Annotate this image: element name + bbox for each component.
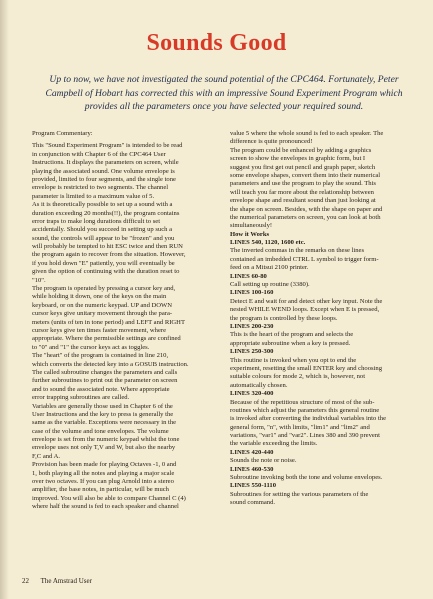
text-line: appropriate subroutine when a key is pressed.: [230, 339, 351, 347]
text-line: duration exceeding 20 months(!!), the program contains: [32, 209, 180, 217]
text-line: contained an imbedded CTRL L symbol to trigger form-: [230, 255, 379, 263]
text-line: Detect E and wait for and detect other key input. Note the: [230, 297, 383, 305]
text-line: amplifier, the base notes, in particular, will be much: [32, 486, 169, 494]
text-line: The "heart" of the program is contained in line 210,: [32, 352, 169, 360]
text-line: Sounds the note or noise.: [230, 457, 297, 465]
section-heading: LINES 100-160: [230, 289, 274, 297]
text-line: error traps to make long durations difficult to set: [32, 217, 161, 225]
text-line: 1, both playing all the notes and playing a major scale: [32, 469, 175, 477]
text-line: "10".: [32, 276, 46, 284]
section-heading: LINES 320-400: [230, 390, 274, 398]
text-line: the numerical parameters on screen, you can look at both: [230, 213, 381, 221]
text-line: sound, the controls will appear to be "frozen" and you: [32, 234, 175, 242]
text-line: error trapping subroutines are called.: [32, 394, 130, 402]
text-line: to "0" and "1" the cursor keys act as toggles.: [32, 343, 150, 351]
text-line: feed on a Mitsui 2100 printer.: [230, 264, 309, 272]
text-line: parameter is limited to a maximum value of 5.: [32, 192, 155, 200]
section-heading: LINES 540, 1120, 1600 etc.: [230, 239, 306, 247]
article-intro: [24, 73, 424, 114]
text-line: some envelope shapes, convert them into their numerical: [230, 171, 381, 179]
text-line: Provision has been made for playing Octaves -1, 0 and: [32, 461, 177, 469]
text-line: is invoked after converting the individual variables into the: [230, 415, 387, 423]
text-line: appropriate. Where the permissible settings are confined: [32, 335, 181, 343]
text-line: This "Sound Experiment Program" is intended to be read: [32, 142, 183, 150]
text-line: F,C and A.: [32, 452, 61, 460]
text-line: simultaneously!: [230, 222, 273, 230]
text-line: cursor keys give ten times faster movement, where: [32, 326, 167, 334]
intro-line: provides all the parameters once you have selected your required sound.: [84, 101, 364, 112]
text-line: over two octaves. If you can plug Arnold into a stereo: [32, 478, 174, 486]
text-line: further subroutines to print out the parameter on screen: [32, 377, 178, 385]
intro-line: Up to now, we have not investigated the sound potential of the CPC464. Fortunately, Peter: [49, 74, 399, 85]
text-line: Program Commentary:: [32, 130, 93, 137]
text-line: the program is controlled by these loops.: [230, 314, 338, 322]
text-line: suggest you first get out pencil and graph paper, sketch: [230, 163, 376, 171]
article-title: Sounds Good: [146, 30, 287, 56]
text-line: the shape on screen. Besides, with the shape on paper and: [230, 205, 383, 213]
text-line: the program again to recover from the situation. However,: [32, 251, 186, 259]
text-line: provided, limited to four segments, and the single tone: [32, 175, 176, 183]
publication-name: The Amstrad User: [40, 577, 92, 585]
text-line: User Instructions and the key to press is generally the: [32, 410, 174, 418]
text-line: meters (units of ten in tone period) and LEFT and RIGHT: [32, 318, 185, 326]
text-line: given the option of continuing with the duration reset to: [32, 268, 180, 276]
section-heading: LINES 60-80: [230, 272, 267, 280]
text-line: envelope uses not only T,V and W, but also the nearby: [32, 444, 176, 452]
text-line: where half the sound is fed to each speaker and channel: [32, 503, 179, 511]
text-line: Call setting up routine (3380).: [230, 281, 310, 289]
text-line: envelope shape and resultant sound than just looking at: [230, 197, 376, 205]
text-line: experiment, resetting the small ENTER key and choosing: [230, 364, 382, 372]
right-text-column: [230, 130, 428, 508]
page-edge-shadow: [0, 0, 9, 599]
section-heading: LINES 200-230: [230, 322, 274, 330]
page-footer: [22, 577, 102, 585]
intro-line: Campbell of Hobart has corrected this with an impressive Sound Experiment Program which: [45, 87, 403, 99]
text-line: if you hold down "E" patiently, you will eventually be: [32, 259, 175, 267]
text-line: This routine is invoked when you opt to end the: [230, 356, 357, 364]
text-line: the variable exceeding the limits.: [230, 440, 318, 448]
text-line: general form, "n", with limits, "lim1" and "lim2" and: [230, 423, 370, 431]
text-line: Instructions. It displays the parameters on screen, while: [32, 159, 179, 167]
text-line: will teach you far more about the relationship between: [230, 188, 374, 196]
text-line: which converts the detected key into a GOSUB instruction.: [32, 360, 189, 368]
text-line: in conjunction with Chapter 6 of the CPC464 User: [32, 150, 166, 158]
section-heading: LINES 550-1110: [230, 482, 276, 490]
text-line: As it is theoretically possible to set up a sound with a: [32, 201, 173, 209]
left-text-column: [32, 130, 222, 512]
text-line: The inverted commas in the remarks on these lines: [230, 247, 365, 255]
text-line: same as the variable. Exceptions were necessary in the: [32, 419, 177, 427]
text-line: parameters and use the program to play the sound. This: [230, 180, 377, 188]
text-line: cursor keys give unitary movement through the para-: [32, 310, 173, 318]
text-line: value 5 where the whole sound is fed to each speaker. The: [230, 130, 384, 137]
text-line: difference is quite pronounced!: [230, 138, 313, 146]
text-line: routines which adjust the parameters this general routine: [230, 406, 380, 414]
page-number: 22: [22, 577, 29, 585]
text-line: variations, "var1" and "var2". Lines 380 and 390 prevent: [230, 432, 380, 440]
section-heading: LINES 460-530: [230, 465, 274, 473]
section-heading: How it Works: [230, 230, 270, 238]
text-line: nested WHILE WEND loops. Except when E is pressed,: [230, 306, 380, 314]
text-line: The program could be enhanced by adding a graphics: [230, 146, 372, 154]
text-line: accidentally. Should you succeed in setting up such a: [32, 226, 173, 234]
text-line: screen to show the envelopes in graphic form, but I: [230, 155, 366, 163]
text-line: automatically chosen.: [230, 381, 288, 389]
text-line: Subroutine invoking both the tone and volume envelopes.: [230, 474, 383, 482]
text-line: while holding it down, one of the keys on the main: [32, 293, 167, 301]
text-line: Because of the repetitious structure of most of the sub-: [230, 398, 375, 406]
text-line: sound command.: [230, 499, 276, 507]
text-line: Variables are generally those used in Chapter 6 of the: [32, 402, 173, 410]
text-line: improved. You will also be able to compare Channel C (4): [32, 494, 186, 502]
text-line: and to sound the associated note. Where appropriate: [32, 385, 170, 393]
text-line: playing the associated sound. One volume envelope is: [32, 167, 175, 175]
section-heading: LINES 250-300: [230, 348, 274, 356]
text-line: Subroutines for setting the various parameters of the: [230, 490, 369, 498]
text-line: will probably be tempted to hit ESC twice and then RUN: [32, 243, 183, 251]
section-heading: LINES 420-440: [230, 448, 274, 456]
text-line: suitable colours for mode 2, which is, however, not: [230, 373, 366, 381]
text-line: The program is operated by pressing a cursor key and,: [32, 285, 176, 293]
text-line: This is the heart of the program and selects the: [230, 331, 354, 339]
text-line: envelope is set from the numeric keypad whilst the tone: [32, 436, 180, 444]
text-line: envelope is restricted to two segments. The channel: [32, 184, 169, 192]
text-line: case of the volume and tone envelopes. The volume: [32, 427, 169, 435]
text-line: keyboard, or on the numeric keypad. UP and DOWN: [32, 301, 173, 309]
text-line: The called subroutine changes the parameters and calls: [32, 368, 178, 376]
